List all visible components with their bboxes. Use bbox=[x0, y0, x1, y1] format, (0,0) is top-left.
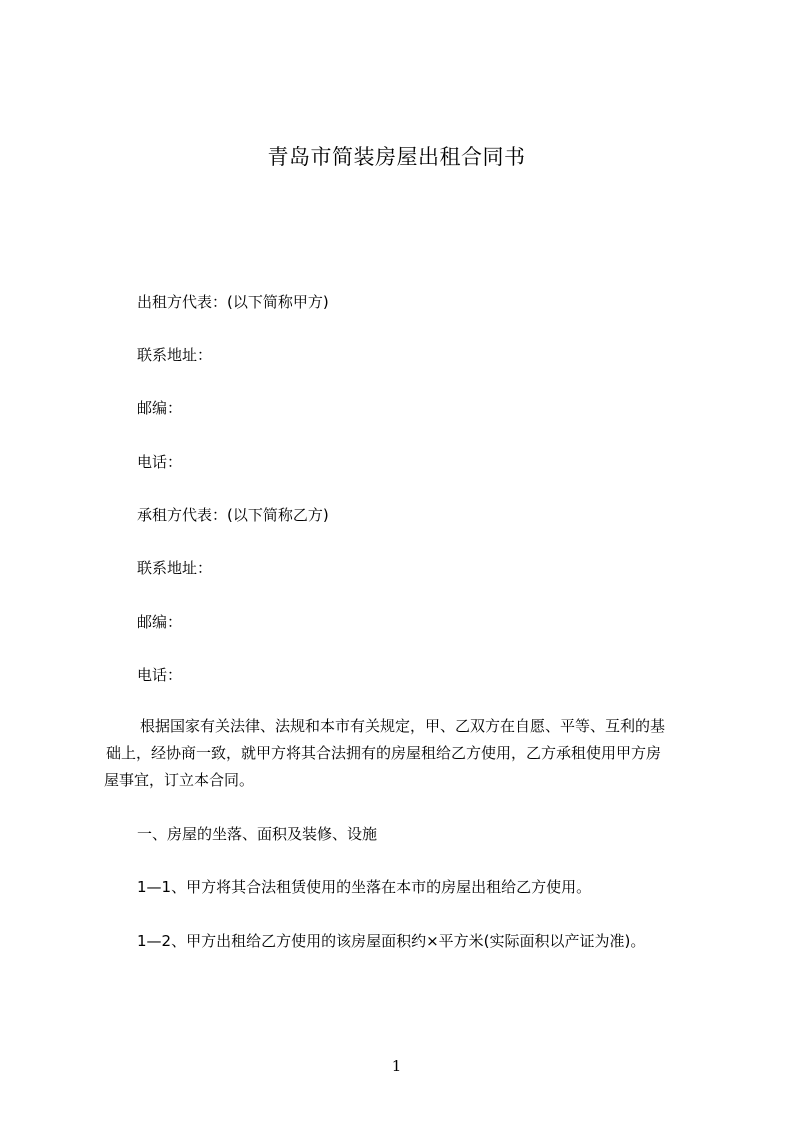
lessor-address-label: 联系地址： bbox=[137, 346, 213, 364]
document-title: 青岛市简装房屋出租合同书 bbox=[267, 145, 526, 169]
clause-1-2: 1—2、甲方出租给乙方使用的该房屋面积约×平方米(实际面积以产证为准)。 bbox=[137, 932, 646, 950]
lessee-phone-label: 电话： bbox=[137, 666, 183, 684]
lessee-representative-label: 承租方代表：(以下简称乙方) bbox=[137, 506, 329, 524]
lessor-phone-label: 电话： bbox=[137, 453, 183, 471]
lessee-postcode-label: 邮编： bbox=[137, 613, 183, 631]
lessee-address-label: 联系地址： bbox=[137, 559, 213, 577]
page-number: 1 bbox=[391, 1057, 402, 1075]
section-1-heading: 一、房屋的坐落、面积及装修、设施 bbox=[137, 825, 378, 843]
clause-1-1: 1—1、甲方将其合法租赁使用的坐落在本市的房屋出租给乙方使用。 bbox=[137, 878, 592, 896]
preamble-line: 础上，经协商一致，就甲方将其合法拥有的房屋租给乙方使用，乙方承租使用甲方房 bbox=[106, 744, 662, 762]
lessor-postcode-label: 邮编： bbox=[137, 399, 183, 417]
lessor-representative-label: 出租方代表：(以下简称甲方) bbox=[137, 293, 329, 311]
preamble-line: 屋事宜，订立本合同。 bbox=[104, 771, 255, 789]
preamble-paragraph bbox=[104, 713, 724, 794]
preamble-line: 根据国家有关法律、法规和本市有关规定，甲、乙双方在自愿、平等、互利的基 bbox=[140, 717, 666, 735]
